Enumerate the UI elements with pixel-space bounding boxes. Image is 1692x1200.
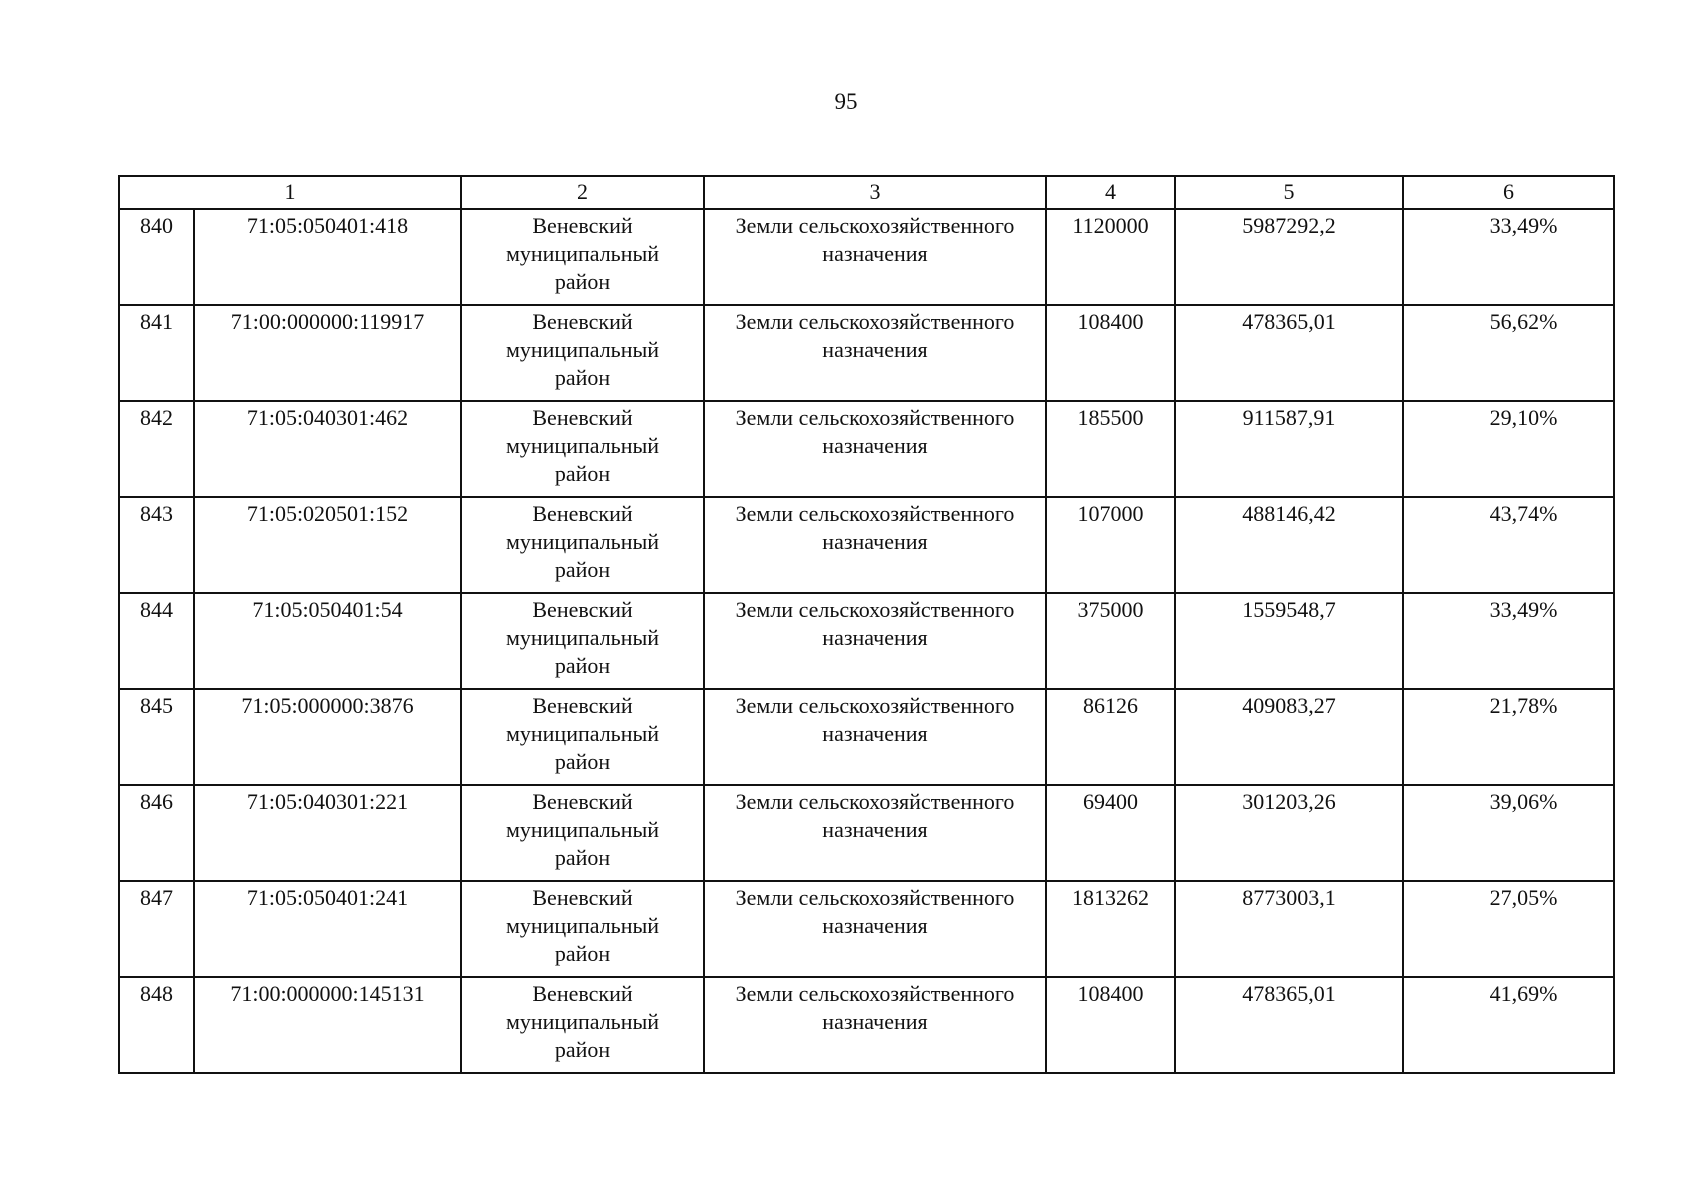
percent-value: 41,69% [1489, 981, 1558, 1006]
value-cell: 1559548,7 [1175, 593, 1403, 689]
category-line: Земли сельскохозяйственного [735, 693, 1015, 718]
row-number: 840 [119, 209, 194, 305]
percent-value: 27,05% [1489, 885, 1558, 910]
district-line: район [554, 941, 611, 966]
category-line: назначения [822, 337, 928, 362]
value-cell: 301203,26 [1175, 785, 1403, 881]
percent-cell [1403, 209, 1614, 305]
category-line: Земли сельскохозяйственного [735, 981, 1015, 1006]
header-col-2: 2 [461, 176, 704, 209]
district-line: Веневский [532, 789, 633, 814]
district-line: Веневский [532, 693, 633, 718]
district-line: Веневский [532, 981, 633, 1006]
category-line: назначения [822, 241, 928, 266]
land-category-cell [704, 305, 1046, 401]
category-line: Земли сельскохозяйственного [735, 597, 1015, 622]
cadastral-number: 71:05:020501:152 [194, 497, 461, 593]
category-line: Земли сельскохозяйственного [735, 213, 1015, 238]
value-cell: 478365,01 [1175, 977, 1403, 1073]
district-line: муниципальный [505, 433, 660, 458]
table-row [119, 305, 1614, 401]
row-number: 845 [119, 689, 194, 785]
percent-value: 56,62% [1489, 309, 1558, 334]
area-cell: 69400 [1046, 785, 1175, 881]
category-line: Земли сельскохозяйственного [735, 789, 1015, 814]
district-line: район [554, 269, 611, 294]
value-cell: 8773003,1 [1175, 881, 1403, 977]
area-cell: 1120000 [1046, 209, 1175, 305]
cadastral-number: 71:05:040301:462 [194, 401, 461, 497]
header-col-6: 6 [1403, 176, 1614, 209]
district-line: муниципальный [505, 913, 660, 938]
value-cell: 478365,01 [1175, 305, 1403, 401]
category-line: Земли сельскохозяйственного [735, 405, 1015, 430]
category-line: назначения [822, 433, 928, 458]
land-category-cell [704, 785, 1046, 881]
percent-value: 39,06% [1489, 789, 1558, 814]
district-cell [461, 305, 704, 401]
percent-value: 29,10% [1489, 405, 1558, 430]
district-line: муниципальный [505, 241, 660, 266]
table-row [119, 881, 1614, 977]
category-line: назначения [822, 817, 928, 842]
table-row [119, 497, 1614, 593]
cadastral-number: 71:05:040301:221 [194, 785, 461, 881]
percent-value: 21,78% [1489, 693, 1558, 718]
district-line: муниципальный [505, 337, 660, 362]
page-number: 95 [834, 89, 858, 114]
cadastral-number: 71:00:000000:119917 [194, 305, 461, 401]
land-category-cell [704, 881, 1046, 977]
district-line: район [554, 845, 611, 870]
category-line: назначения [822, 529, 928, 554]
value-cell: 5987292,2 [1175, 209, 1403, 305]
percent-cell [1403, 785, 1614, 881]
district-line: муниципальный [505, 529, 660, 554]
category-line: Земли сельскохозяйственного [735, 501, 1015, 526]
district-cell [461, 593, 704, 689]
table-row [119, 689, 1614, 785]
district-cell [461, 497, 704, 593]
district-line: муниципальный [505, 721, 660, 746]
category-line: назначения [822, 913, 928, 938]
row-number: 843 [119, 497, 194, 593]
land-category-cell [704, 497, 1046, 593]
header-col-3: 3 [704, 176, 1046, 209]
category-line: назначения [822, 625, 928, 650]
district-cell [461, 881, 704, 977]
percent-cell [1403, 689, 1614, 785]
district-line: район [554, 749, 611, 774]
district-line: муниципальный [505, 1009, 660, 1034]
cadastral-number: 71:05:000000:3876 [194, 689, 461, 785]
area-cell: 185500 [1046, 401, 1175, 497]
cadastral-number: 71:05:050401:241 [194, 881, 461, 977]
area-cell: 375000 [1046, 593, 1175, 689]
category-line: Земли сельскохозяйственного [735, 309, 1015, 334]
percent-cell [1403, 593, 1614, 689]
row-number: 848 [119, 977, 194, 1073]
header-col-1: 1 [119, 176, 461, 209]
category-line: Земли сельскохозяйственного [735, 885, 1015, 910]
land-category-cell [704, 977, 1046, 1073]
cadastral-number: 71:05:050401:54 [194, 593, 461, 689]
percent-cell [1403, 977, 1614, 1073]
district-cell [461, 977, 704, 1073]
district-line: Веневский [532, 405, 633, 430]
header-row [119, 176, 1614, 209]
percent-value: 43,74% [1489, 501, 1558, 526]
district-line: Веневский [532, 213, 633, 238]
row-number: 847 [119, 881, 194, 977]
table-row [119, 593, 1614, 689]
header-col-4: 4 [1046, 176, 1175, 209]
district-cell [461, 209, 704, 305]
area-cell: 1813262 [1046, 881, 1175, 977]
area-cell: 107000 [1046, 497, 1175, 593]
land-category-cell [704, 593, 1046, 689]
district-line: Веневский [532, 885, 633, 910]
table-row [119, 209, 1614, 305]
row-number: 846 [119, 785, 194, 881]
value-cell: 488146,42 [1175, 497, 1403, 593]
land-plots-table [118, 175, 1615, 1074]
percent-cell [1403, 881, 1614, 977]
area-cell: 108400 [1046, 977, 1175, 1073]
area-cell: 108400 [1046, 305, 1175, 401]
district-line: Веневский [532, 501, 633, 526]
row-number: 844 [119, 593, 194, 689]
percent-cell [1403, 305, 1614, 401]
row-number: 842 [119, 401, 194, 497]
percent-value: 33,49% [1489, 213, 1558, 238]
header-col-5: 5 [1175, 176, 1403, 209]
district-line: район [554, 557, 611, 582]
percent-cell [1403, 497, 1614, 593]
district-line: муниципальный [505, 625, 660, 650]
district-cell [461, 689, 704, 785]
category-line: назначения [822, 1009, 928, 1034]
land-category-cell [704, 689, 1046, 785]
land-category-cell [704, 401, 1046, 497]
area-cell: 86126 [1046, 689, 1175, 785]
table-row [119, 401, 1614, 497]
category-line: назначения [822, 721, 928, 746]
district-line: Веневский [532, 597, 633, 622]
cadastral-number: 71:05:050401:418 [194, 209, 461, 305]
table-row [119, 977, 1614, 1073]
district-cell [461, 785, 704, 881]
district-line: район [554, 653, 611, 678]
row-number: 841 [119, 305, 194, 401]
district-line: Веневский [532, 309, 633, 334]
district-cell [461, 401, 704, 497]
value-cell: 911587,91 [1175, 401, 1403, 497]
district-line: район [554, 461, 611, 486]
district-line: район [554, 365, 611, 390]
percent-cell [1403, 401, 1614, 497]
land-category-cell [704, 209, 1046, 305]
percent-value: 33,49% [1489, 597, 1558, 622]
value-cell: 409083,27 [1175, 689, 1403, 785]
cadastral-number: 71:00:000000:145131 [194, 977, 461, 1073]
district-line: район [554, 1037, 611, 1062]
district-line: муниципальный [505, 817, 660, 842]
table-row [119, 785, 1614, 881]
